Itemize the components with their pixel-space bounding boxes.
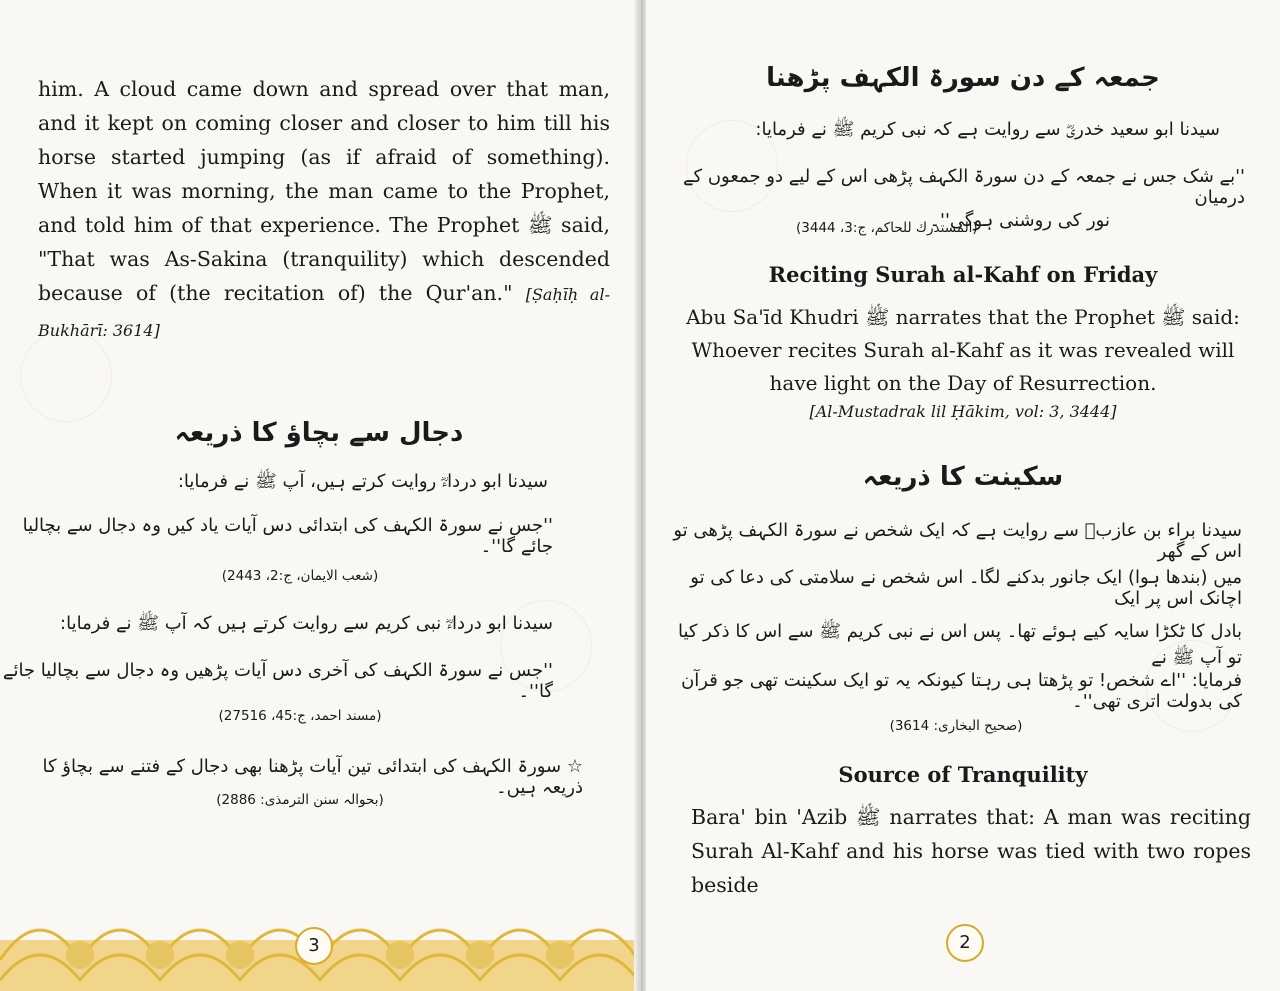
urdu-reference: (صحیح البخاری: 3614) <box>889 718 1023 734</box>
urdu-text: ''جس نے سورۃ الکہف کی آخری دس آیات پڑھیں وہ دجال سے بچالیا جائے گا''۔ <box>2 660 553 702</box>
urdu-title-tranquility: سکینت کا ذریعہ <box>862 462 1064 492</box>
english-text: Abu Sa'īd Khudri ﷺ narrates that the Prophet ﷺ said: <box>686 305 1240 329</box>
left-english-paragraph <box>38 72 610 348</box>
urdu-reference: (مسند احمد، ج:45، 27516) <box>218 708 382 724</box>
right-page <box>646 0 1280 991</box>
left-page <box>0 0 638 991</box>
left-paragraph-text: him. A cloud came down and spread over that man, and it kept on coming closer and closer to him till his horse started jumping (as if afraid of something). When it was morning, the man came to the Prophet, and told him of that experience. The Prophet ﷺ said, "That was As-Sakina (tranquility) which descended because of (the recitation of) the Qur'an." <box>38 77 610 305</box>
english-text: have light on the Day of Resurrection. <box>769 371 1157 395</box>
urdu-text: بادل کا ٹکڑا سایہ کیے ہوئے تھا۔ پس اس نے نبی کریم ﷺ سے اس کا ذکر کیا تو آپ ﷺ نے <box>677 621 1242 668</box>
english-text: Whoever recites Surah al-Kahf as it was revealed will <box>691 338 1235 362</box>
urdu-text: سیدنا ابو درداءؓ نبی کریم سے روایت کرتے ہیں کہ آپ ﷺ نے فرمایا: <box>60 613 553 634</box>
left-reference: [Ṣaḥīḥ al-Bukhārī: 3614] <box>38 285 610 340</box>
urdu-text: ''بے شک جس نے جمعہ کے دن سورۃ الکہف پڑھی اس کے لیے دو جمعوں کے درمیان <box>683 166 1245 208</box>
urdu-text: میں (بندھا ہوا) ایک جانور بدکنے لگا۔ اس شخص نے سلامتی کی دعا کی تو اچانک اس پر ایک <box>690 567 1242 609</box>
urdu-reference: (المستدرك للحاكم، ج:3، 3444) <box>796 220 978 236</box>
urdu-text: ''جس نے سورۃ الکہف کی ابتدائی دس آیات یاد کیں وہ دجال سے بچالیا جائے گا''۔ <box>22 515 553 557</box>
english-reference: [Al-Mustadrak lil Ḥākim, vol: 3, 3444] <box>809 402 1117 421</box>
urdu-text: فرمایا: ''اے شخص! تو پڑھتا ہی رہتا کیونکہ یہ تو ایک سکینت تھی جو قرآن کی بدولت اتری تھی''۔ <box>681 670 1242 712</box>
urdu-text: نور کی روشنی ہوگی''۔ <box>929 210 1110 231</box>
urdu-text: سیدنا براء بن عازبؓ سے روایت ہے کہ ایک شخص نے سورۃ الکہف پڑھی تو اس کے گھر <box>673 520 1242 562</box>
urdu-text: سیدنا ابو درداءؓ روایت کرتے ہیں، آپ ﷺ نے فرمایا: <box>177 471 548 492</box>
english-heading-friday: Reciting Surah al-Kahf on Friday <box>768 262 1158 287</box>
english-paragraph-tranquility: Bara' bin 'Azib ﷺ narrates that: A man was reciting Surah Al-Kahf and his horse was tied with two ropes beside <box>691 805 1252 897</box>
page-number-left: 3 <box>295 927 333 965</box>
urdu-title-friday: جمعہ کے دن سورۃ الکہف پڑھنا <box>766 63 1160 93</box>
urdu-reference: (بحوالہ سنن الترمذی: 2886) <box>216 792 384 808</box>
urdu-reference: (شعب الایمان، ج:2، 2443) <box>221 568 379 584</box>
page-number-right: 2 <box>946 924 984 962</box>
urdu-note: ☆ سورۃ الکہف کی ابتدائی تین آیات پڑھنا بھی دجال کے فتنے سے بچاؤ کا ذریعہ ہیں۔ <box>42 756 583 798</box>
urdu-title-dajjal: دجال سے بچاؤ کا ذریعہ <box>174 418 464 448</box>
english-heading-tranquility: Source of Tranquility <box>838 762 1088 787</box>
urdu-text: سیدنا ابو سعید خدریؓ سے روایت ہے کہ نبی کریم ﷺ نے فرمایا: <box>755 119 1220 140</box>
